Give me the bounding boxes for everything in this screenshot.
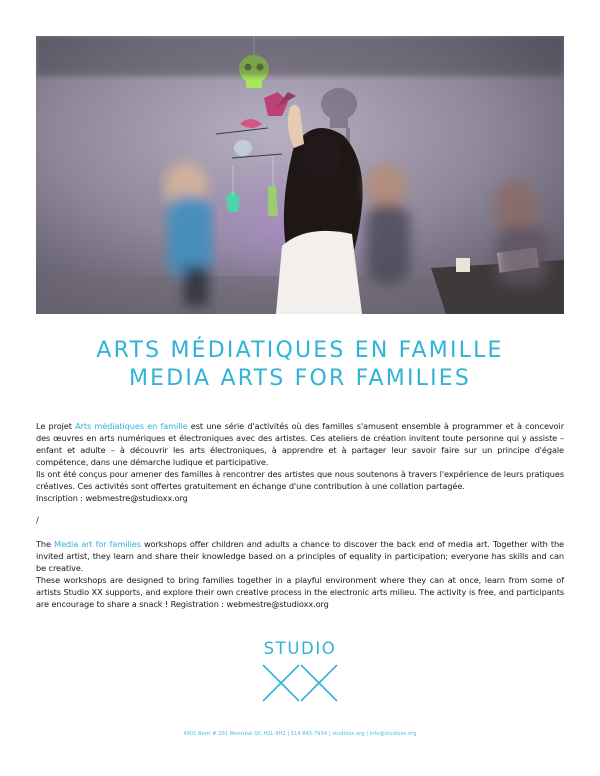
workshop-photo	[36, 36, 564, 314]
logo-wordmark: STUDIO	[263, 639, 337, 658]
french-paragraph-1	[36, 420, 564, 468]
french-text-intro: Le projet	[36, 421, 76, 431]
english-paragraph-1	[36, 538, 564, 574]
english-paragraph-2: These workshops are designed to bring families together in a playful environment where they can at once, learn from some of artists Studio XX supports, and explore their own creative process in the electronic arts milieu. The activity is free, and participants are encourage to share a snack ! Registration : webmestre@studioxx.org	[36, 575, 564, 609]
title-french: ARTS MÉDIATIQUES EN FAMILLE	[96, 338, 504, 363]
english-description	[36, 538, 564, 610]
french-description	[36, 420, 564, 504]
french-project-link[interactable]: Arts médiatiques en famille	[75, 421, 188, 431]
english-text-body: workshops offer children and adults a chance to discover the back end of media art. Together with the invited artist, they learn and share their knowledge based on a principles of equality in participation; everyone has skills and can be creative.	[36, 539, 564, 573]
header-photo	[36, 36, 564, 314]
title-english: MEDIA ARTS FOR FAMILIES	[128, 366, 472, 391]
french-registration: Inscription : webmestre@studioxx.org	[36, 493, 188, 503]
french-text-body: est une série d'activités où des familles s'amusent ensemble à programmer et à concevoir des œuvres en arts numériques et électroniques avec des artistes. Ces ateliers de création invitent toute personne qui y assiste – enfant et adulte – à découvrir les arts électroniques, à apprendre et à partager leur savoir faire sur un principe d'égale compétence, dans une démarche ludique et participative.	[36, 421, 564, 467]
xx-logo-icon	[261, 663, 339, 703]
english-text-intro: The	[36, 539, 55, 549]
footer-contact: 4001 Berri # 201 Montréal QC H2L 4H2 | 514 845-7934 | studioxx.org | info@studioxx.org	[183, 731, 417, 737]
french-paragraph-2: Ils ont été conçus pour amener des familles à rencontrer des artistes que nous soutenons à travers l'expérience de leurs pratiques créatives. Ces activités sont offertes gratuitement en échange d'une contribution à une collation partagée.	[36, 469, 564, 491]
language-separator: /	[36, 515, 39, 525]
english-project-link[interactable]: Media art for families	[54, 539, 141, 549]
studio-xx-logo	[258, 639, 342, 703]
